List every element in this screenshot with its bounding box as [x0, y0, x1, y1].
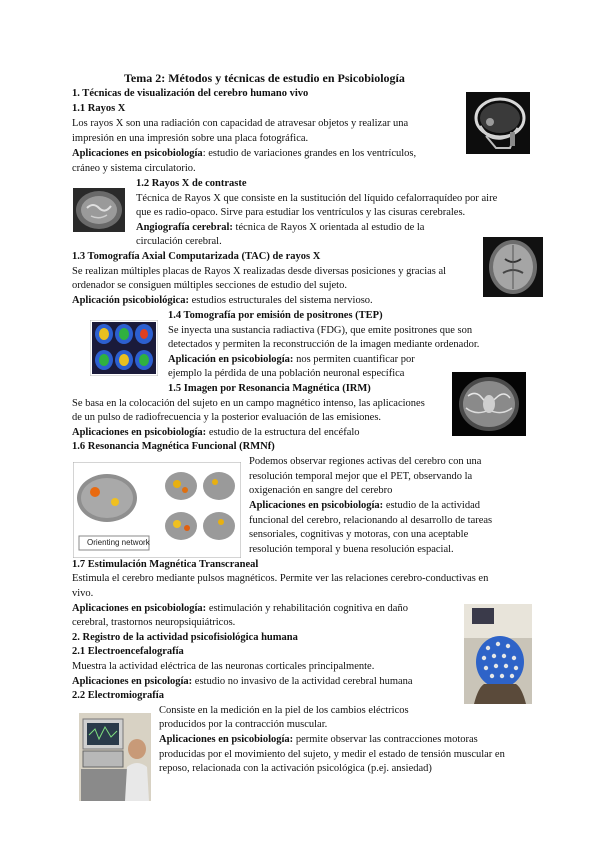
- rmnf-text: Podemos observar regiones activas del cerebro con una: [249, 456, 482, 467]
- contrast-xray-text: Técnica de Rayos X que consiste en la sustitución del líquido cefalorraquídeo por aire: [136, 193, 498, 204]
- application-text: estimulación y rehabilitación cognitiva en daño: [206, 603, 408, 614]
- contrast-xray-text: que es radio-opaco. Sirve para estudiar los ventrículos y las cisuras cerebrales.: [136, 207, 466, 218]
- angiography-text: [136, 221, 424, 236]
- fmri-figure: [73, 462, 241, 558]
- xray-text: impresión en una impresión sobre una placa fotográfica.: [72, 133, 309, 144]
- pet-application: [168, 353, 415, 368]
- page-title: Tema 2: Métodos y técnicas de estudio en Psicobiología: [124, 71, 405, 85]
- emg-application-text: reposo, relacionada con la activación psicológica (p.ej. ansiedad): [159, 763, 432, 774]
- xray-skull-image: [466, 92, 530, 154]
- rmnf-text: oxigenación en sangre del cerebro: [249, 485, 393, 496]
- irm-heading: 1.5 Imagen por Resonancia Magnética (IRM): [168, 383, 371, 394]
- eeg-heading: 2.1 Electroencefalografía: [72, 646, 184, 657]
- application-text: estudio no invasivo de la actividad cerebral humana: [192, 676, 413, 687]
- pet-text: Se inyecta una sustancia radiactiva (FDG), que emite positrones que son: [168, 325, 473, 336]
- rmnf-application-text: resolución temporal y buena resolución espacial.: [249, 544, 454, 555]
- application-label: Aplicación psicobiológica:: [72, 295, 189, 306]
- application-label: Aplicación en psicobiología:: [168, 354, 294, 365]
- emg-application-text: producidas por el movimiento del sujeto, y medir el estado de tensión muscular en: [159, 749, 505, 760]
- application-text: nos permiten cuantificar por: [293, 354, 415, 365]
- pet-scan-image: [90, 320, 158, 376]
- application-label: Angiografía cerebral:: [136, 222, 233, 233]
- pet-text: detectados y permiten la reconstrucción de la imagen mediante ordenador.: [168, 339, 480, 350]
- application-label: Aplicaciones en psicobiología:: [72, 603, 207, 614]
- application-label: Aplicaciones en psicobiología:: [72, 427, 207, 438]
- section-1-heading: 1. Técnicas de visualización del cerebro humano vivo: [72, 88, 309, 99]
- emg-heading: 2.2 Electromiografía: [72, 690, 164, 701]
- tms-text: Estimula el cerebro mediante pulsos magnéticos. Permite ver las relaciones cerebro-conductivas en: [72, 573, 489, 584]
- eeg-application: [72, 675, 413, 690]
- xray-application-text: cráneo y sistema circulatorio.: [72, 163, 196, 174]
- irm-text: Se basa en la colocación del sujeto en un campo magnético intenso, las aplicaciones: [72, 398, 425, 409]
- tms-application: [72, 602, 408, 617]
- tac-text: ordenador se consiguen múltiples secciones de estudio del sujeto.: [72, 280, 347, 291]
- contrast-xray-image: [73, 188, 125, 232]
- application-text: : estudio de variaciones grandes en los ventrículos,: [202, 148, 417, 159]
- emg-image: [79, 713, 151, 801]
- tms-heading: 1.7 Estimulación Magnética Transcraneal: [72, 559, 259, 570]
- tac-text: Se realizan múltiples placas de Rayos X realizadas desde diversas posiciones y gracias al: [72, 266, 447, 277]
- eeg-text: Muestra la actividad eléctrica de las neuronas corticales principalmente.: [72, 661, 375, 672]
- application-label: Aplicaciones en psicobiología: [72, 148, 203, 159]
- application-label: Aplicaciones en psicología:: [72, 676, 193, 687]
- emg-text: Consiste en la medición en la piel de los cambios eléctricos: [159, 705, 409, 716]
- irm-text: de un pulso de radiofrecuencia y la posterior evaluación de las emisiones.: [72, 412, 382, 423]
- eeg-cap-image: [464, 604, 532, 704]
- rmnf-application-text: sensoriales, cognitivas y motoras, con una aceptable: [249, 529, 469, 540]
- pet-heading: 1.4 Tomografía por emisión de positrones (TEP): [168, 310, 383, 321]
- application-label: Aplicaciones en psicobiología:: [159, 734, 294, 745]
- fmri-caption: Orienting network: [87, 538, 150, 547]
- application-text: estudios estructurales del sistema nervioso.: [188, 295, 373, 306]
- tms-text: vivo.: [72, 588, 94, 599]
- application-label: Aplicaciones en psicobiología:: [249, 500, 384, 511]
- irm-application: [72, 426, 360, 441]
- xray-application: [72, 147, 416, 162]
- pet-application-text: ejemplo la pérdida de una población neuronal específica: [168, 368, 405, 379]
- rmnf-application: [249, 499, 480, 514]
- xray-heading: 1.1 Rayos X: [72, 103, 126, 114]
- rmnf-application-text: funcional del cerebro, relacionando al desarrollo de tareas: [249, 515, 493, 526]
- xray-text: Los rayos X son una radiación con capacidad de atravesar objetos y realizar una: [72, 118, 409, 129]
- emg-text: producidos por la contracción muscular.: [159, 719, 328, 730]
- irm-brain-image: [452, 372, 526, 436]
- application-text: permite observar las contracciones motoras: [293, 734, 478, 745]
- section-2-heading: 2. Registro de la actividad psicofisiológica humana: [72, 632, 298, 643]
- rmnf-heading: 1.6 Resonancia Magnética Funcional (RMNf): [72, 441, 275, 452]
- tms-application-text: cerebral, trastornos neuropsiquiátricos.: [72, 617, 236, 628]
- tac-application: [72, 294, 373, 309]
- tac-heading: 1.3 Tomografía Axial Computarizada (TAC) de rayos X: [72, 251, 321, 262]
- contrast-xray-heading: 1.2 Rayos X de contraste: [136, 178, 247, 189]
- application-text: estudio de la actividad: [383, 500, 480, 511]
- emg-application: [159, 733, 478, 748]
- application-text: técnica de Rayos X orientada al estudio de la: [232, 222, 425, 233]
- angiography-text: circulación cerebral.: [136, 236, 222, 247]
- tac-brain-scan-image: [483, 237, 543, 297]
- rmnf-text: resolución temporal mejor que el PET, observando la: [249, 471, 473, 482]
- application-text: estudio de la estructura del encéfalo: [206, 427, 360, 438]
